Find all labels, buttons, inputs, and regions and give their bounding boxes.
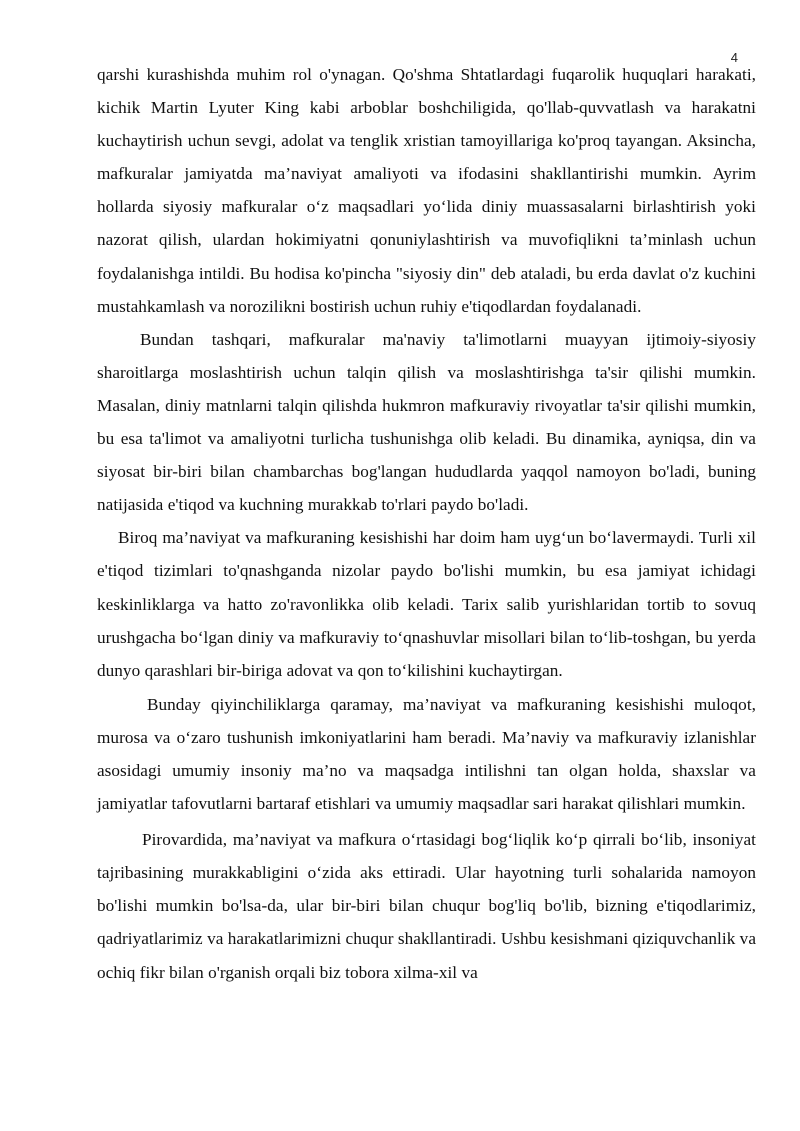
- paragraph-2: Bundan tashqari, mafkuralar ma'naviy ta'limotlarni muayyan ijtimoiy-siyosiy sharoitlarga moslashtirish uchun talqin qilish va moslashtirishga ta'sir qilishi mumkin. Masalan, diniy matnlarni talqin qilishda hukmron mafkuraviy rivoyatlar ta'sir qilishi mumkin, bu esa ta'limot va amaliyotni turlicha tushunishga olib keladi. Bu dinamika, ayniqsa, din va siyosat bir-biri bilan chambarchas bog'langan hududlarda yaqqol namoyon bo'ladi, buning natijasida e'tiqod va kuchning murakkab to'rlari paydo bo'ladi.: [97, 329, 756, 515]
- paragraph-5: Pirovardida, ma’naviyat va mafkura o‘rtasidagi bog‘liqlik ko‘p qirrali bo‘lib, insoniyat tajribasining murakkabligini o‘zida aks ettiradi. Ular hayotning turli sohalarida namoyon bo'lishi mumkin bo'lsa-da, ular bir-biri bilan chuqur bog'liq bo'lib, bizning e'tiqodlarimiz, qadriyatlarimiz va harakatlarimizni chuqur shakllantiradi. Ushbu kesishmani qiziquvchanlik va ochiq fikr bilan o'rganish orqali biz tobora xilma-xil va: [97, 830, 757, 982]
- page-number: 4: [730, 50, 738, 65]
- paragraph-1: qarshi kurashishda muhim rol o'ynagan. Qo'shma Shtatlardagi fuqarolik huquqlari harakati, kichik Martin Lyuter King kabi arboblar boshchiligida, qo'llab-quvvatlash va harakatni kuchaytirish uchun sevgi, adolat va tenglik xristian tamoyillariga ko'proq tayangan. Aksincha, mafkuralar jamiyatda ma’naviyat amaliyoti va ifodasini shakllantirishi mumkin. Ayrim hollarda siyosiy mafkuralar o‘z maqsadlari yo‘lida diniy muassasalarni birlashtirish yoki nazorat qilish, ulardan hokimiyatni qonuniylashtirish va muvofiqlikni ta’minlash uchun foydalanishga intildi. Bu hodisa ko'pincha "siyosiy din" deb ataladi, bu erda davlat o'z kuchini mustahkamlash va norozilikni bostirish uchun ruhiy e'tiqodlardan foydalanadi.: [97, 65, 756, 316]
- document-body: [97, 58, 756, 989]
- paragraph-3: Biroq ma’naviyat va mafkuraning kesishishi har doim ham uyg‘un bo‘lavermaydi. Turli xil e'tiqod tizimlari to'qnashganda nizolar paydo bo'lishi mumkin, bu esa jamiyat ichidagi keskinliklarga va hatto zo'ravonlikka olib keladi. Tarix salib yurishlaridan tortib to sovuq urushgacha bo‘lgan diniy va mafkuraviy to‘qnashuvlar misollari bilan to‘lib-toshgan, bu yerda dunyo qarashlari bir-biriga adovat va qon to‘kilishini kuchaytirgan.: [97, 528, 756, 680]
- paragraph-4: Bunday qiyinchiliklarga qaramay, ma’naviyat va mafkuraning kesishishi muloqot, murosa va o‘zaro tushunish imkoniyatlarini ham beradi. Ma’naviy va mafkuraviy izlanishlar asosidagi umumiy insoniy ma’no va maqsadga intilishni tan olgan holda, shaxslar va jamiyatlar tafovutlarni bartaraf etishlari va umumiy maqsadlar sari harakat qilishlari mumkin.: [97, 694, 756, 814]
